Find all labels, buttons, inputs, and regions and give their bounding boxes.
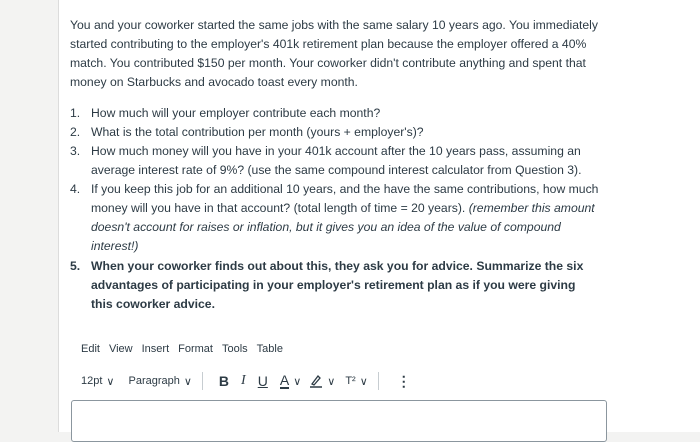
rich-text-editor-area[interactable]	[71, 400, 607, 442]
question-card	[58, 0, 700, 432]
more-icon[interactable]: ⋮	[396, 372, 411, 389]
highlight-button[interactable]	[309, 374, 335, 388]
block-format-select[interactable]	[128, 375, 191, 388]
menu-tools[interactable]: Tools	[221, 343, 248, 355]
chevron-down-icon: ∨	[106, 375, 115, 388]
font-size-value: 12pt	[81, 375, 103, 387]
question-text: If you keep this job for an additional 10 years, and the have the same contributions, how much money will you have in that account? (total length of time = 20 years).	[91, 182, 599, 215]
block-format-value: Paragraph	[128, 375, 180, 387]
editor-toolbar	[81, 371, 411, 391]
chevron-down-icon: ∨	[183, 375, 192, 388]
question-number: 1.	[70, 106, 81, 120]
question-text: When your coworker finds out about this, they ask you for advice. Summarize the six advantages of participating in your employer's retirement plan as if you were giving this coworker advice.	[91, 259, 584, 311]
question-text: What is the total contribution per month (yours + employer's)?	[91, 125, 424, 139]
intro-paragraph: You and your coworker started the same jobs with the same salary 10 years ago. You immediately started contributing to the employer's 401k retirement plan because the employer offered a 40% match. You contributed $150 per month. Your coworker didn't contribute anything and spent that money on Starbucks and avocado toast every month.	[70, 18, 598, 89]
question-number: 2.	[70, 125, 81, 139]
superscript-icon: T²	[345, 375, 356, 387]
text-color-button[interactable]	[274, 373, 301, 389]
text-color-icon: A	[279, 372, 290, 388]
font-size-select[interactable]	[81, 375, 114, 388]
superscript-button[interactable]	[345, 375, 367, 388]
question-note: (remember this amount doesn't account for raises or inflation, but it gives you an idea of the value of compound interest!)	[91, 201, 595, 253]
italic-icon[interactable]: I	[241, 373, 246, 388]
question-text: How much money will you have in your 401k account after the 10 years pass, assuming an average interest rate of 9%? (use the same compound interest calculator from Question 3).	[91, 144, 582, 177]
question-4	[70, 180, 600, 256]
chevron-down-icon: ∨	[293, 375, 302, 388]
menu-format[interactable]: Format	[178, 343, 213, 355]
toolbar-divider	[378, 372, 379, 390]
question-text: How much will your employer contribute each month?	[91, 106, 381, 120]
toolbar-divider	[202, 372, 203, 390]
menu-view[interactable]: View	[108, 343, 133, 355]
bold-icon[interactable]: B	[218, 373, 230, 389]
question-number: 3.	[70, 144, 81, 158]
question-1	[70, 104, 600, 123]
question-list	[70, 104, 600, 314]
editor-menubar	[81, 343, 283, 355]
question-2	[70, 123, 600, 142]
question-number: 4.	[70, 182, 81, 196]
menu-table[interactable]: Table	[256, 343, 283, 355]
question-3	[70, 142, 600, 180]
chevron-down-icon: ∨	[359, 375, 368, 388]
question-number: 5.	[70, 259, 81, 273]
menu-edit[interactable]: Edit	[81, 343, 100, 355]
chevron-down-icon: ∨	[327, 375, 336, 388]
question-5	[70, 257, 600, 314]
underline-icon[interactable]: U	[257, 373, 268, 389]
highlight-icon	[309, 374, 323, 388]
menu-insert[interactable]: Insert	[141, 343, 170, 355]
